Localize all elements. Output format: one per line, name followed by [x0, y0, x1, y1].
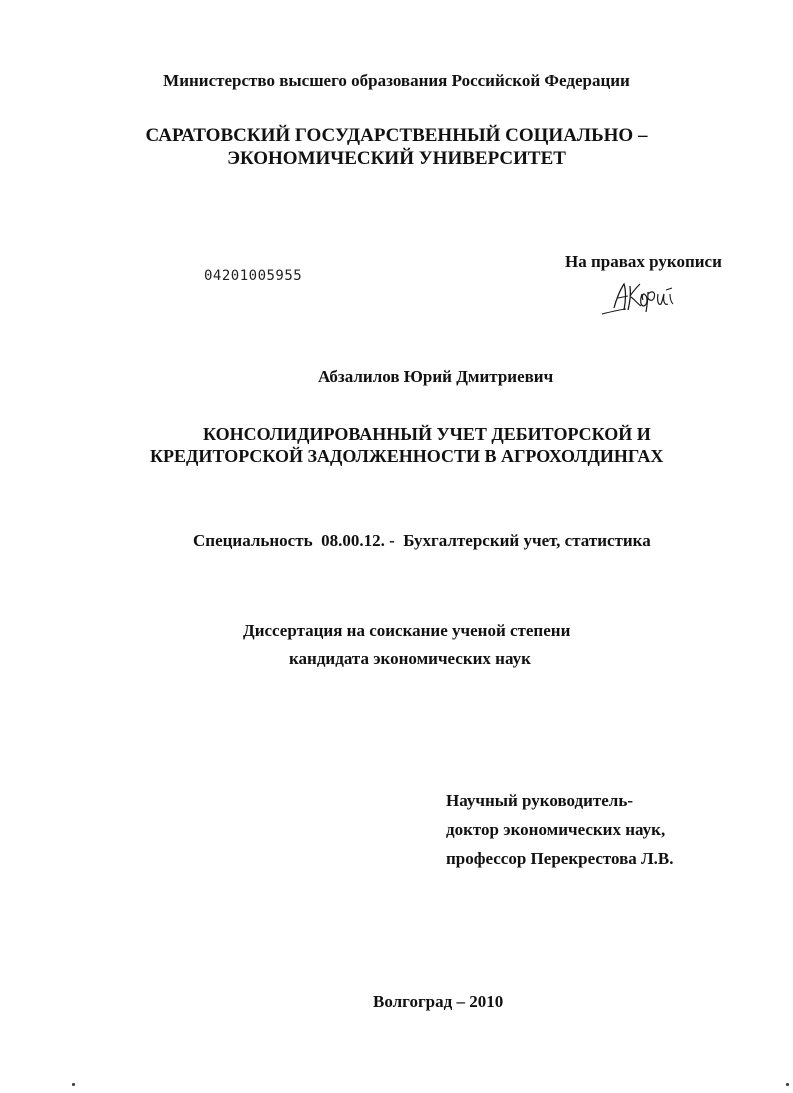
scan-mark-right [786, 1083, 789, 1086]
scan-mark-left [72, 1083, 75, 1086]
catalog-number: 04201005955 [204, 268, 303, 284]
advisor-line-3: профессор Перекрестова Л.В. [446, 849, 674, 868]
thesis-title-line-2: КРЕДИТОРСКОЙ ЗАДОЛЖЕННОСТИ В АГРОХОЛДИНГАХ [150, 446, 664, 466]
dissertation-line-2: кандидата экономических наук [289, 649, 531, 668]
signature-icon [596, 276, 680, 320]
ministry-heading: Министерство высшего образования Российской Федерации [163, 71, 630, 90]
thesis-title [150, 423, 710, 467]
dissertation-degree [243, 617, 570, 673]
thesis-title-line-1: КОНСОЛИДИРОВАННЫЙ УЧЕТ ДЕБИТОРСКОЙ И [203, 424, 651, 444]
speciality-line: Специальность 08.00.12. - Бухгалтерский учет, статистика [193, 531, 651, 550]
city-year: Волгоград – 2010 [373, 992, 504, 1011]
manuscript-rights-label: На правах рукописи [565, 252, 722, 271]
scientific-advisor [446, 786, 674, 873]
advisor-line-2: доктор экономических наук, [446, 820, 666, 839]
advisor-line-1: Научный руководитель- [446, 791, 633, 810]
university-name-line-2: ЭКОНОМИЧЕСКИЙ УНИВЕРСИТЕТ [227, 148, 566, 169]
author-name: Абзалилов Юрий Дмитриевич [318, 367, 554, 386]
dissertation-line-1: Диссертация на соискание ученой степени [243, 621, 571, 640]
university-name-line-1: САРАТОВСКИЙ ГОСУДАРСТВЕННЫЙ СОЦИАЛЬНО – [145, 125, 648, 146]
university-name [0, 124, 793, 170]
